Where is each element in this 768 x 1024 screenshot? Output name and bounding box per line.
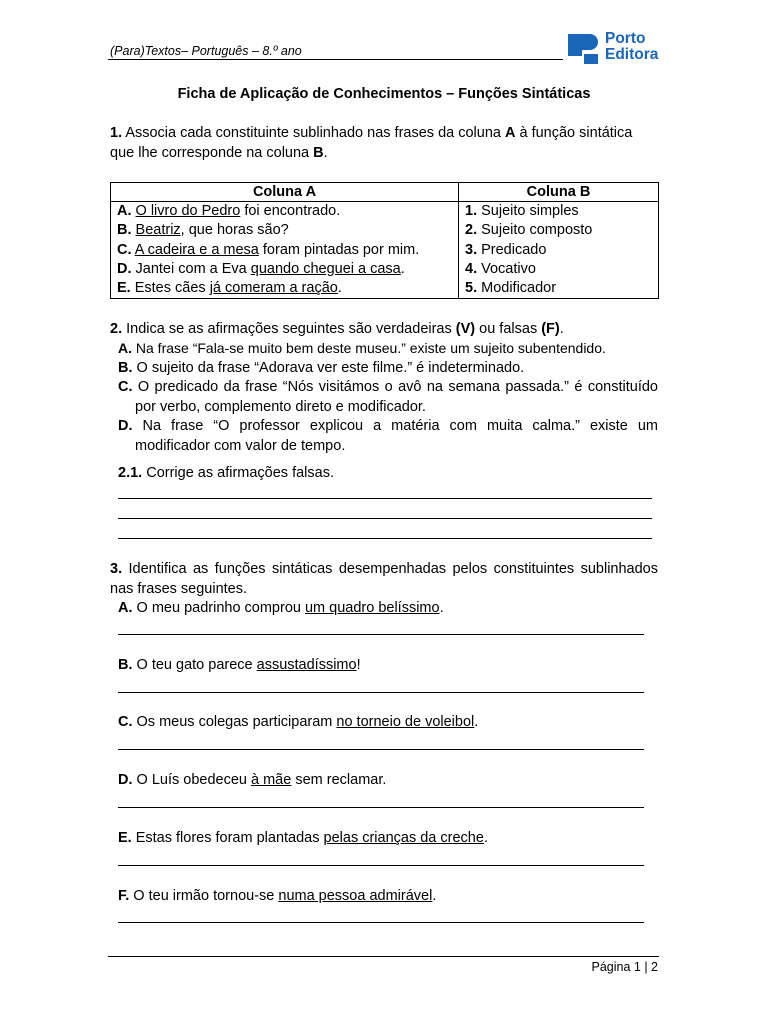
document-header: (Para)Textos– Português – 8.º ano — [110, 44, 302, 58]
q3-item — [118, 713, 658, 733]
item-letter: A. — [118, 340, 132, 356]
column-b-item — [465, 279, 652, 298]
item-post: ! — [356, 657, 361, 673]
item-pre: Estes cães — [130, 280, 210, 297]
publisher-logo — [568, 32, 663, 66]
item-pre: O Luís obedeceu — [132, 772, 251, 788]
item-letter: E. — [117, 280, 131, 297]
q2-1-number: 2.1. — [118, 465, 143, 481]
q3-number: 3. — [110, 561, 123, 577]
item-pre: O teu irmão tornou-se — [129, 888, 279, 904]
column-b-cell — [459, 202, 659, 299]
item-number: 4. — [465, 260, 478, 277]
item-number: 1. — [465, 203, 478, 219]
q2-text-c: . — [559, 321, 564, 337]
q3-item — [118, 771, 658, 791]
answer-line[interactable] — [118, 498, 652, 499]
q1-bold-a: A — [504, 125, 516, 141]
item-letter: B. — [118, 359, 133, 376]
item-pre: Estas flores foram plantadas — [131, 830, 324, 846]
item-post: , que horas são? — [180, 222, 289, 239]
column-b-item — [465, 202, 652, 221]
item-label: Predicado — [477, 241, 547, 258]
page-title: Ficha de Aplicação de Conhecimentos – Funções Sintáticas — [177, 86, 591, 102]
item-letter: C. — [118, 379, 133, 395]
item-post: . — [337, 280, 342, 297]
q1-number: 1. — [110, 125, 123, 141]
statement-text: O predicado da frase “Nós visitámos o avô na semana passada.” é constituído por verbo, complemento direto e modificador. — [132, 379, 658, 415]
q1-text-c: . — [323, 144, 328, 161]
item-pre: Jantei com a Eva — [131, 260, 251, 277]
footer-rule — [108, 956, 659, 957]
column-b-item — [465, 241, 652, 260]
q3-item — [118, 829, 658, 849]
answer-line[interactable] — [118, 749, 644, 750]
item-letter: D. — [118, 418, 133, 434]
item-letter: C. — [117, 241, 132, 258]
item-number: 5. — [465, 280, 478, 297]
column-a-item — [117, 279, 452, 298]
q2-1-prompt — [118, 464, 666, 484]
answer-line[interactable] — [118, 807, 644, 808]
item-label: Sujeito composto — [477, 222, 593, 239]
underlined-constituent: assustadíssimo — [256, 657, 357, 673]
item-number: 3. — [465, 241, 478, 258]
q2-bold-f: (F) — [541, 321, 560, 337]
item-letter: D. — [118, 772, 133, 788]
statement-item — [118, 417, 658, 456]
item-pre: O teu gato parece — [132, 657, 257, 673]
item-letter: C. — [118, 714, 133, 730]
item-label: Modificador — [477, 280, 557, 297]
q2-bold-v: (V) — [455, 321, 476, 337]
statement-text: Na frase “O professor explicou a matéria com muita calma.” existe um modificador com valor de tempo. — [132, 418, 658, 454]
porto-editora-logo-icon — [568, 34, 600, 64]
underlined-constituent: um quadro belíssimo — [304, 600, 440, 616]
q3-item — [118, 599, 658, 619]
q3-prompt — [110, 560, 658, 599]
item-number: 2. — [465, 222, 478, 239]
item-post: . — [400, 260, 405, 277]
answer-line[interactable] — [118, 865, 644, 866]
underlined-constituent: no torneio de voleibol — [336, 714, 475, 730]
q1-text-b: à função sintática que lhe corresponde na coluna — [110, 125, 633, 161]
column-a-header: Coluna A — [111, 183, 459, 202]
statement-text: O sujeito da frase “Adorava ver este filme.” é indeterminado. — [132, 359, 525, 376]
item-pre: Os meus colegas participaram — [132, 714, 337, 730]
table-header-row — [111, 183, 659, 202]
q1-text-a: Associa cada constituinte sublinhado nas frases da coluna — [122, 125, 505, 141]
underlined-constituent: numa pessoa admirável — [278, 888, 433, 904]
item-letter: E. — [118, 830, 132, 846]
q2-prompt — [110, 320, 658, 340]
answer-line[interactable] — [118, 538, 652, 539]
underlined-constituent: à mãe — [251, 772, 292, 788]
statement-item — [118, 359, 658, 379]
item-letter: B. — [118, 657, 133, 673]
q3-text: Identifica as funções sintáticas desempenhadas pelos constituintes sublinhados nas frases seguintes. — [110, 561, 658, 597]
q2-1-text: Corrige as afirmações falsas. — [142, 465, 334, 481]
column-b-header: Coluna B — [459, 183, 659, 202]
q2-text-b: ou falsas — [475, 321, 542, 337]
underlined-constituent: quando cheguei a casa — [250, 260, 401, 277]
underlined-constituent: O livro do Pedro — [135, 203, 241, 219]
item-letter: D. — [117, 260, 132, 277]
item-letter: F. — [118, 888, 130, 904]
item-label: Sujeito simples — [477, 203, 579, 219]
answer-line[interactable] — [118, 922, 644, 923]
item-label: Vocativo — [477, 260, 536, 277]
q1-prompt — [110, 124, 658, 163]
column-a-item — [117, 202, 452, 221]
page-number: Página 1 | 2 — [591, 960, 658, 974]
column-a-cell — [111, 202, 459, 299]
statement-text: Na frase “Fala-se muito bem deste museu.” existe um sujeito subentendido. — [132, 340, 606, 356]
item-post: . — [439, 600, 444, 616]
table-body-row — [111, 202, 659, 299]
q3-item — [118, 656, 658, 676]
item-letter: A. — [117, 203, 132, 219]
column-b-item — [465, 221, 652, 240]
statement-item — [118, 339, 658, 359]
columns-table — [110, 182, 659, 299]
q2-text-a: Indica se as afirmações seguintes são verdadeiras — [122, 321, 456, 337]
column-a-item — [117, 241, 452, 260]
underlined-constituent: pelas crianças da creche — [323, 830, 484, 846]
header-rule — [108, 59, 563, 60]
underlined-constituent: já comeram a ração — [209, 280, 338, 297]
statement-item — [118, 378, 658, 417]
logo-text-line2: Editora — [605, 46, 659, 63]
q1-bold-b: B — [313, 144, 324, 161]
q2-number: 2. — [110, 321, 123, 337]
answer-line[interactable] — [118, 692, 644, 693]
logo-text-line1: Porto — [605, 30, 646, 47]
item-post: . — [432, 888, 437, 904]
q2-statements — [118, 339, 658, 456]
item-post: foi encontrado. — [240, 203, 341, 219]
item-post: sem reclamar. — [291, 772, 387, 788]
column-a-item — [117, 260, 452, 279]
column-a-item — [117, 221, 452, 240]
underlined-constituent: A cadeira e a mesa — [134, 241, 259, 258]
item-letter: B. — [117, 222, 132, 239]
answer-line[interactable] — [118, 518, 652, 519]
q3-item — [118, 887, 658, 907]
item-post: foram pintadas por mim. — [258, 241, 420, 258]
underlined-constituent: Beatriz — [135, 222, 181, 239]
answer-line[interactable] — [118, 634, 644, 635]
item-post: . — [483, 830, 488, 846]
item-post: . — [474, 714, 479, 730]
column-b-item — [465, 260, 652, 279]
item-letter: A. — [118, 600, 133, 616]
item-pre: O meu padrinho comprou — [132, 600, 305, 616]
